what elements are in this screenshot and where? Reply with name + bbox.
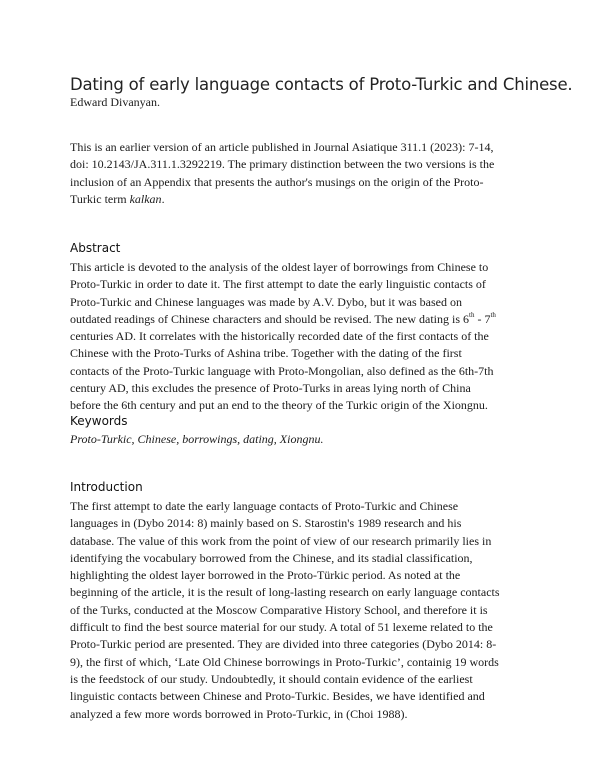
note-line: doi: 10.2143/JA.311.1.3292219. The primary distinction between the two versions is the [70,157,495,172]
intro-line: database. The value of this work from the point of view of our research primarily lies in [70,533,492,548]
note-line: inclusion of an Appendix that presents the author's musings on the origin of the Proto- [70,174,484,189]
introduction-body [70,498,532,723]
intro-line: Proto-Turkic period are presented. They are divided into three categories (Dybo 2014: 8- [70,637,497,652]
note-text: . [161,191,165,206]
intro-line: of the Turks, conducted at the Moscow Comparative History School, and therefore it is [70,602,488,617]
abstract-line: This article is devoted to the analysis of the oldest layer of borrowings from Chinese to [70,260,489,274]
intro-line: highlighting the oldest layer borrowed in the Proto-Türkic period. As noted at the [70,568,461,583]
intro-line: 9), the first of which, ‘Late Old Chinese borrowings in Proto-Turkic’, containig 19 words [70,654,499,669]
abstract-heading: Abstract [70,241,121,255]
abstract-line: contacts of the Proto-Turkic language with Proto-Mongolian, also defined as the 6th-7th [70,363,494,378]
intro-line: is the feedstock of our study. Undoubtedly, it should contain evidence of the earliest [70,671,473,686]
intro-line: difficult to find the best source material for our study. A total of 51 lexeme related to the [70,620,493,635]
note-term: kalkan [129,191,162,206]
intro-line: The first attempt to date the early language contacts of Proto-Turkic and Chinese [70,499,459,513]
abstract-text: outdated readings of Chinese characters and should be revised. The new dating is 6 [70,311,469,326]
superscript: th [490,310,496,319]
introduction-heading: Introduction [70,480,143,494]
abstract-line: centuries AD. It correlates with the historically recorded date of the first contacts of the [70,329,489,344]
paper-title: Dating of early language contacts of Proto-Turkic and Chinese. [70,75,573,94]
note-text: Turkic term [70,191,130,206]
abstract-body [70,259,530,415]
keywords-heading: Keywords [70,414,128,428]
intro-line: analyzed a few more words borrowed in Proto-Turkic, in (Choi 1988). [70,706,408,721]
keywords-text: Proto-Turkic, Chinese, borrowings, dating, Xiongnu. [70,432,324,446]
abstract-line [70,311,530,328]
intro-line: beginning of the article, it is the result of long-lasting research on early language contacts [70,585,500,600]
abstract-line: Chinese with the Proto-Turks of Ashina tribe. Together with the dating of the first [70,346,462,361]
abstract-line: century AD, this excludes the presence of Proto-Turks in areas lying north of China [70,381,471,396]
superscript: th [469,310,475,319]
intro-line: identifying the vocabulary borrowed from the Chinese, and its stadial classification, [70,550,473,565]
abstract-line: Proto-Turkic in order to date it. The first attempt to date the early linguistic contacts of [70,277,486,292]
intro-line: linguistic contacts between Chinese and Proto-Turkic. Besides, we have identified and [70,689,485,704]
abstract-line: before the 6th century and put an end to the theory of the Turkic origin of the Xiongnu. [70,398,488,413]
note-line: This is an earlier version of an article published in Journal Asiatique 311.1 (2023): 7-14, [70,140,494,154]
author-name: Edward Divanyan. [70,95,160,109]
publication-note [70,139,530,208]
abstract-line: Proto-Turkic and Chinese languages was made by A.V. Dybo, but it was based on [70,294,462,309]
note-line [70,191,530,208]
intro-line: languages in (Dybo 2014: 8) mainly based on S. Starostin's 1989 research and his [70,516,462,531]
abstract-text: - 7 [474,311,491,326]
